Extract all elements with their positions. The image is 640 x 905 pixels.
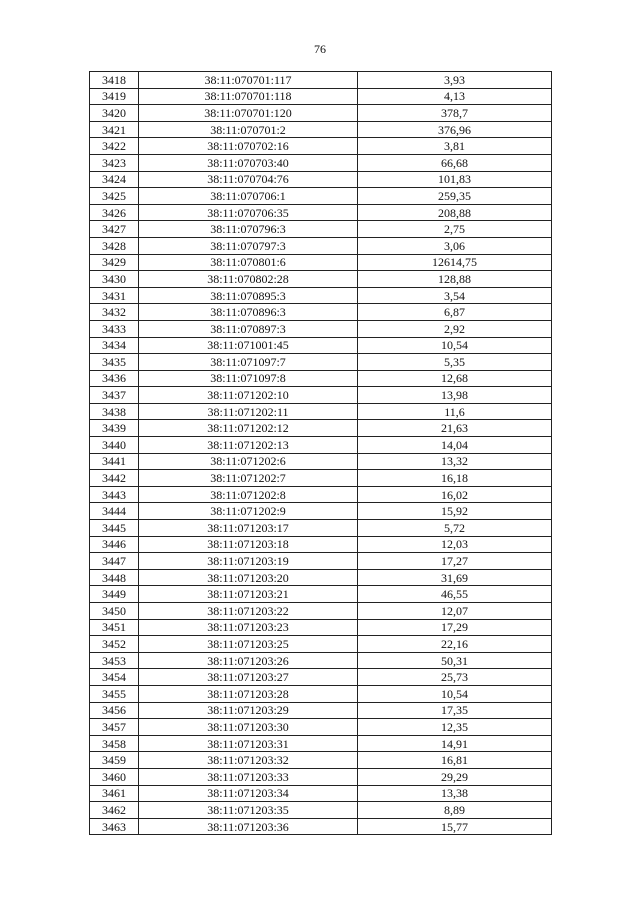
value-cell: 66,68 — [358, 154, 552, 171]
cadastral-number-cell: 38:11:070896:3 — [139, 304, 358, 321]
value-cell: 2,92 — [358, 320, 552, 337]
row-number-cell: 3456 — [90, 702, 139, 719]
value-cell: 16,02 — [358, 486, 552, 503]
table-row — [90, 569, 552, 586]
value-cell: 11,6 — [358, 403, 552, 420]
row-number-cell: 3442 — [90, 470, 139, 487]
cadastral-number-cell: 38:11:070703:40 — [139, 154, 358, 171]
cadastral-number-cell: 38:11:071203:36 — [139, 818, 358, 835]
cadastral-number-cell: 38:11:070796:3 — [139, 221, 358, 238]
value-cell: 22,16 — [358, 636, 552, 653]
row-number-cell: 3426 — [90, 204, 139, 221]
cadastral-number-cell: 38:11:071097:8 — [139, 370, 358, 387]
cadastral-number-cell: 38:11:071202:11 — [139, 403, 358, 420]
cadastral-number-cell: 38:11:071001:45 — [139, 337, 358, 354]
row-number-cell: 3430 — [90, 271, 139, 288]
table-row — [90, 818, 552, 835]
cadastral-number-cell: 38:11:070895:3 — [139, 287, 358, 304]
table-row — [90, 204, 552, 221]
table-row — [90, 470, 552, 487]
value-cell: 5,35 — [358, 354, 552, 371]
row-number-cell: 3438 — [90, 403, 139, 420]
row-number-cell: 3445 — [90, 520, 139, 537]
table-row — [90, 171, 552, 188]
table-row — [90, 652, 552, 669]
table-row — [90, 752, 552, 769]
table-row — [90, 72, 552, 89]
table-row — [90, 271, 552, 288]
row-number-cell: 3446 — [90, 536, 139, 553]
value-cell: 12,03 — [358, 536, 552, 553]
cadastral-number-cell: 38:11:071202:13 — [139, 437, 358, 454]
row-number-cell: 3444 — [90, 503, 139, 520]
row-number-cell: 3420 — [90, 105, 139, 122]
page-number: 76 — [314, 42, 326, 56]
cadastral-number-cell: 38:11:071202:9 — [139, 503, 358, 520]
row-number-cell: 3455 — [90, 685, 139, 702]
table-row — [90, 503, 552, 520]
row-number-cell: 3449 — [90, 586, 139, 603]
table-row — [90, 669, 552, 686]
value-cell: 16,18 — [358, 470, 552, 487]
value-cell: 12,68 — [358, 370, 552, 387]
cadastral-number-cell: 38:11:071203:30 — [139, 719, 358, 736]
cadastral-number-cell: 38:11:070801:6 — [139, 254, 358, 271]
value-cell: 17,27 — [358, 553, 552, 570]
value-cell: 3,81 — [358, 138, 552, 155]
value-cell: 46,55 — [358, 586, 552, 603]
row-number-cell: 3423 — [90, 154, 139, 171]
table-body — [90, 72, 552, 835]
table-row — [90, 387, 552, 404]
row-number-cell: 3436 — [90, 370, 139, 387]
cadastral-number-cell: 38:11:071203:18 — [139, 536, 358, 553]
row-number-cell: 3433 — [90, 320, 139, 337]
table-row — [90, 320, 552, 337]
table-row — [90, 802, 552, 819]
cadastral-number-cell: 38:11:071202:8 — [139, 486, 358, 503]
cadastral-number-cell: 38:11:070704:76 — [139, 171, 358, 188]
cadastral-number-cell: 38:11:071203:32 — [139, 752, 358, 769]
table-row — [90, 636, 552, 653]
row-number-cell: 3462 — [90, 802, 139, 819]
row-number-cell: 3460 — [90, 768, 139, 785]
row-number-cell: 3458 — [90, 735, 139, 752]
row-number-cell: 3422 — [90, 138, 139, 155]
row-number-cell: 3435 — [90, 354, 139, 371]
value-cell: 16,81 — [358, 752, 552, 769]
value-cell: 3,06 — [358, 237, 552, 254]
table-row — [90, 403, 552, 420]
table-row — [90, 768, 552, 785]
row-number-cell: 3418 — [90, 72, 139, 89]
value-cell: 378,7 — [358, 105, 552, 122]
row-number-cell: 3448 — [90, 569, 139, 586]
table-row — [90, 420, 552, 437]
cadastral-number-cell: 38:11:071097:7 — [139, 354, 358, 371]
value-cell: 3,54 — [358, 287, 552, 304]
cadastral-number-cell: 38:11:071203:31 — [139, 735, 358, 752]
table-row — [90, 105, 552, 122]
row-number-cell: 3441 — [90, 453, 139, 470]
value-cell: 128,88 — [358, 271, 552, 288]
value-cell: 4,13 — [358, 88, 552, 105]
cadastral-number-cell: 38:11:071203:35 — [139, 802, 358, 819]
value-cell: 17,29 — [358, 619, 552, 636]
value-cell: 17,35 — [358, 702, 552, 719]
value-cell: 8,89 — [358, 802, 552, 819]
cadastral-number-cell: 38:11:070701:117 — [139, 72, 358, 89]
cadastral-number-cell: 38:11:071203:29 — [139, 702, 358, 719]
value-cell: 15,77 — [358, 818, 552, 835]
row-number-cell: 3427 — [90, 221, 139, 238]
table-row — [90, 619, 552, 636]
row-number-cell: 3421 — [90, 121, 139, 138]
row-number-cell: 3453 — [90, 652, 139, 669]
table-row — [90, 553, 552, 570]
table-row — [90, 188, 552, 205]
value-cell: 101,83 — [358, 171, 552, 188]
table-row — [90, 354, 552, 371]
value-cell: 5,72 — [358, 520, 552, 537]
row-number-cell: 3437 — [90, 387, 139, 404]
table-row — [90, 337, 552, 354]
cadastral-number-cell: 38:11:071203:21 — [139, 586, 358, 603]
value-cell: 259,35 — [358, 188, 552, 205]
cadastral-number-cell: 38:11:070797:3 — [139, 237, 358, 254]
table-row — [90, 702, 552, 719]
table-row — [90, 719, 552, 736]
table-row — [90, 138, 552, 155]
cadastral-number-cell: 38:11:070802:28 — [139, 271, 358, 288]
cadastral-number-cell: 38:11:070897:3 — [139, 320, 358, 337]
value-cell: 29,29 — [358, 768, 552, 785]
value-cell: 12614,75 — [358, 254, 552, 271]
row-number-cell: 3447 — [90, 553, 139, 570]
table-row — [90, 735, 552, 752]
row-number-cell: 3452 — [90, 636, 139, 653]
table-row — [90, 154, 552, 171]
cadastral-number-cell: 38:11:070702:16 — [139, 138, 358, 155]
cadastral-number-cell: 38:11:071203:27 — [139, 669, 358, 686]
table-row — [90, 287, 552, 304]
cadastral-number-cell: 38:11:071203:33 — [139, 768, 358, 785]
table-row — [90, 603, 552, 620]
cadastral-number-cell: 38:11:071202:12 — [139, 420, 358, 437]
value-cell: 10,54 — [358, 337, 552, 354]
row-number-cell: 3454 — [90, 669, 139, 686]
row-number-cell: 3440 — [90, 437, 139, 454]
cadastral-number-cell: 38:11:070701:120 — [139, 105, 358, 122]
value-cell: 13,32 — [358, 453, 552, 470]
row-number-cell: 3434 — [90, 337, 139, 354]
table-row — [90, 685, 552, 702]
table-row — [90, 254, 552, 271]
row-number-cell: 3428 — [90, 237, 139, 254]
cadastral-number-cell: 38:11:071203:20 — [139, 569, 358, 586]
table-row — [90, 520, 552, 537]
row-number-cell: 3439 — [90, 420, 139, 437]
table-row — [90, 237, 552, 254]
value-cell: 31,69 — [358, 569, 552, 586]
cadastral-number-cell: 38:11:071203:28 — [139, 685, 358, 702]
cadastral-number-cell: 38:11:071203:34 — [139, 785, 358, 802]
cadastral-number-cell: 38:11:071203:22 — [139, 603, 358, 620]
value-cell: 12,07 — [358, 603, 552, 620]
row-number-cell: 3419 — [90, 88, 139, 105]
row-number-cell: 3451 — [90, 619, 139, 636]
value-cell: 3,93 — [358, 72, 552, 89]
cadastral-number-cell: 38:11:071203:17 — [139, 520, 358, 537]
row-number-cell: 3463 — [90, 818, 139, 835]
row-number-cell: 3461 — [90, 785, 139, 802]
value-cell: 12,35 — [358, 719, 552, 736]
cadastral-table — [89, 71, 552, 835]
cadastral-number-cell: 38:11:071203:23 — [139, 619, 358, 636]
value-cell: 15,92 — [358, 503, 552, 520]
value-cell: 208,88 — [358, 204, 552, 221]
value-cell: 50,31 — [358, 652, 552, 669]
cadastral-number-cell: 38:11:070706:1 — [139, 188, 358, 205]
table-row — [90, 304, 552, 321]
table-row — [90, 221, 552, 238]
table-row — [90, 486, 552, 503]
row-number-cell: 3450 — [90, 603, 139, 620]
row-number-cell: 3431 — [90, 287, 139, 304]
row-number-cell: 3457 — [90, 719, 139, 736]
row-number-cell: 3425 — [90, 188, 139, 205]
table-row — [90, 437, 552, 454]
cadastral-number-cell: 38:11:071203:19 — [139, 553, 358, 570]
table-row — [90, 785, 552, 802]
row-number-cell: 3429 — [90, 254, 139, 271]
value-cell: 25,73 — [358, 669, 552, 686]
row-number-cell: 3443 — [90, 486, 139, 503]
table-row — [90, 370, 552, 387]
value-cell: 14,91 — [358, 735, 552, 752]
row-number-cell: 3424 — [90, 171, 139, 188]
value-cell: 376,96 — [358, 121, 552, 138]
value-cell: 13,98 — [358, 387, 552, 404]
value-cell: 10,54 — [358, 685, 552, 702]
table-row — [90, 88, 552, 105]
cadastral-number-cell: 38:11:071202:10 — [139, 387, 358, 404]
value-cell: 14,04 — [358, 437, 552, 454]
value-cell: 6,87 — [358, 304, 552, 321]
cadastral-number-cell: 38:11:070701:2 — [139, 121, 358, 138]
cadastral-number-cell: 38:11:071203:25 — [139, 636, 358, 653]
value-cell: 21,63 — [358, 420, 552, 437]
cadastral-number-cell: 38:11:070706:35 — [139, 204, 358, 221]
cadastral-number-cell: 38:11:071202:6 — [139, 453, 358, 470]
cadastral-number-cell: 38:11:070701:118 — [139, 88, 358, 105]
cadastral-number-cell: 38:11:071203:26 — [139, 652, 358, 669]
table-row — [90, 121, 552, 138]
value-cell: 2,75 — [358, 221, 552, 238]
row-number-cell: 3459 — [90, 752, 139, 769]
table-row — [90, 453, 552, 470]
table-row — [90, 536, 552, 553]
row-number-cell: 3432 — [90, 304, 139, 321]
table-row — [90, 586, 552, 603]
cadastral-number-cell: 38:11:071202:7 — [139, 470, 358, 487]
value-cell: 13,38 — [358, 785, 552, 802]
